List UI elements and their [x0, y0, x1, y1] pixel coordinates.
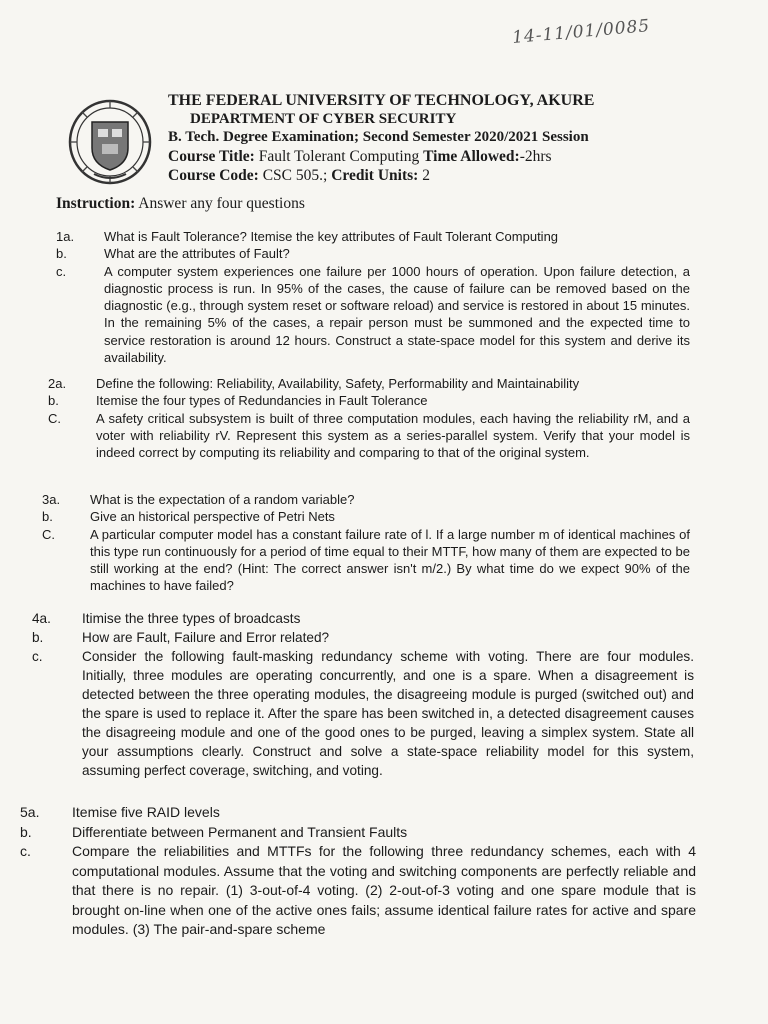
part-text: Itemise five RAID levels [72, 804, 220, 820]
part-label: b. [56, 246, 67, 262]
part-label: c. [20, 843, 31, 859]
part-label: b. [32, 630, 44, 645]
part-text: A safety critical subsystem is built of three computation modules, each having the reliability rM, and a voter with reliability rV. Represent this system as a series-parallel system. Verify that your model is indeed correct by computing its reliability and comparing to that of the original system. [96, 410, 690, 461]
part-text: Differentiate between Permanent and Transient Faults [72, 823, 408, 840]
question-part [0, 823, 768, 843]
course-code-line [168, 166, 638, 185]
part-label: C. [42, 526, 55, 542]
part-label: 5a. [20, 804, 40, 820]
university-name: THE FEDERAL UNIVERSITY OF TECHNOLOGY, AKURE [168, 92, 595, 109]
question-3 [0, 491, 768, 595]
part-text: A computer system experiences one failure per 1000 hours of operation. Upon failure detection, a diagnostic process is run. In 95% of the cases, the cause of failure can be removed based on the diagnostic (e.g., through system reset or software reload) and service is restored in about 15 minutes. In the remaining 5% of the cases, a repair person must be summoned and the expected time to service restoration is around 12 hours. Construct a state-space model for this system and derive its availability. [104, 263, 690, 366]
part-text: Compare the reliabilities and MTTFs for the following three redundancy schemes, each with 4 computational modules. Assume that the voting and switching components are perfectly reliable and that there is no repair. (1) 3-out-of-4 voting. (2) 2-out-of-3 voting and one spare module that is brought on-line when one of the active ones fails; assume identical failure rates for active and spare modules. (3) The pair-and-spare scheme [72, 843, 696, 937]
course-code: CSC 505.; [262, 167, 328, 184]
part-label: b. [20, 823, 32, 840]
question-part [0, 263, 768, 367]
part-label: 3a. [42, 492, 61, 507]
question-part [0, 375, 768, 392]
part-text: Give an historical perspective of Petri Nets [90, 509, 335, 525]
question-part [0, 410, 768, 462]
instruction-text: Answer any four questions [138, 195, 305, 212]
question-part [0, 228, 768, 245]
part-label: b. [42, 509, 53, 525]
part-label: b. [48, 393, 59, 409]
question-4 [0, 609, 768, 780]
time-allowed-label: Time Allowed: [423, 148, 520, 165]
part-text: What are the attributes of Fault? [104, 246, 290, 262]
course-title: Fault Tolerant Computing [258, 148, 420, 165]
part-text: Define the following: Reliability, Availability, Safety, Performability and Maintainability [96, 376, 580, 391]
instruction [56, 195, 305, 213]
credit-units: 2 [422, 167, 430, 184]
part-label: 4a. [32, 611, 51, 626]
question-part [0, 491, 768, 508]
question-2 [0, 375, 768, 461]
part-text: Consider the following fault-masking redundancy scheme with voting. There are four modules. Initially, three modules are operating concurrently, and one is a spare. When a disagreement is detected between the three operating modules, the disagreeing module is purged (switched out) and the spare is used to replace it. After the spare has been switched in, a detected disagreement causes the disagreeing module and one of the good ones to be purged, leaving a simplex system. State all your assumptions clearly. Construct and solve a state-space reliability model for this system, assuming perfect coverage, switching, and voting. [82, 649, 694, 778]
question-part [0, 526, 768, 595]
part-label: c. [56, 263, 67, 279]
part-text: Itimise the three types of broadcasts [82, 611, 301, 626]
credit-units-label: Credit Units: [331, 167, 419, 184]
instruction-label: Instruction: [56, 195, 136, 212]
part-text: Itemise the four types of Redundancies in Fault Tolerance [96, 393, 428, 409]
part-text: How are Fault, Failure and Error related? [82, 630, 330, 645]
question-5 [0, 803, 768, 940]
part-label: 1a. [56, 229, 75, 244]
course-code-label: Course Code: [168, 167, 259, 184]
question-part [0, 803, 768, 823]
part-text: What is Fault Tolerance? Itemise the key attributes of Fault Tolerant Computing [104, 229, 559, 244]
question-part [0, 508, 768, 525]
question-part [0, 842, 768, 940]
question-part [0, 647, 768, 780]
part-label: C. [48, 410, 61, 426]
question-part [0, 392, 768, 409]
part-text: What is the expectation of a random variable? [90, 492, 355, 507]
part-label: 2a. [48, 376, 67, 391]
question-part [0, 628, 768, 647]
question-1 [0, 228, 768, 366]
question-part [0, 245, 768, 262]
course-title-label: Course Title: [168, 148, 255, 165]
part-label: c. [32, 649, 43, 664]
handwritten-note: 14-11/01/0085 [511, 16, 651, 48]
time-allowed: -2hrs [519, 148, 552, 165]
exam-session: B. Tech. Degree Examination; Second Semester 2020/2021 Session [168, 129, 589, 145]
department-name: DEPARTMENT OF CYBER SECURITY [190, 111, 457, 127]
exam-header [168, 91, 638, 185]
question-part [0, 609, 768, 628]
course-title-line [168, 147, 638, 166]
part-text: A particular computer model has a constant failure rate of l. If a large number m of identical machines of this type run continuously for a period of time equal to their MTTF, how many of them are expected to be still working at the end? (Hint: The correct answer isn't m/2.) By what time do we expect 90% of the machines to have failed? [90, 526, 690, 594]
university-crest-icon [62, 96, 158, 188]
